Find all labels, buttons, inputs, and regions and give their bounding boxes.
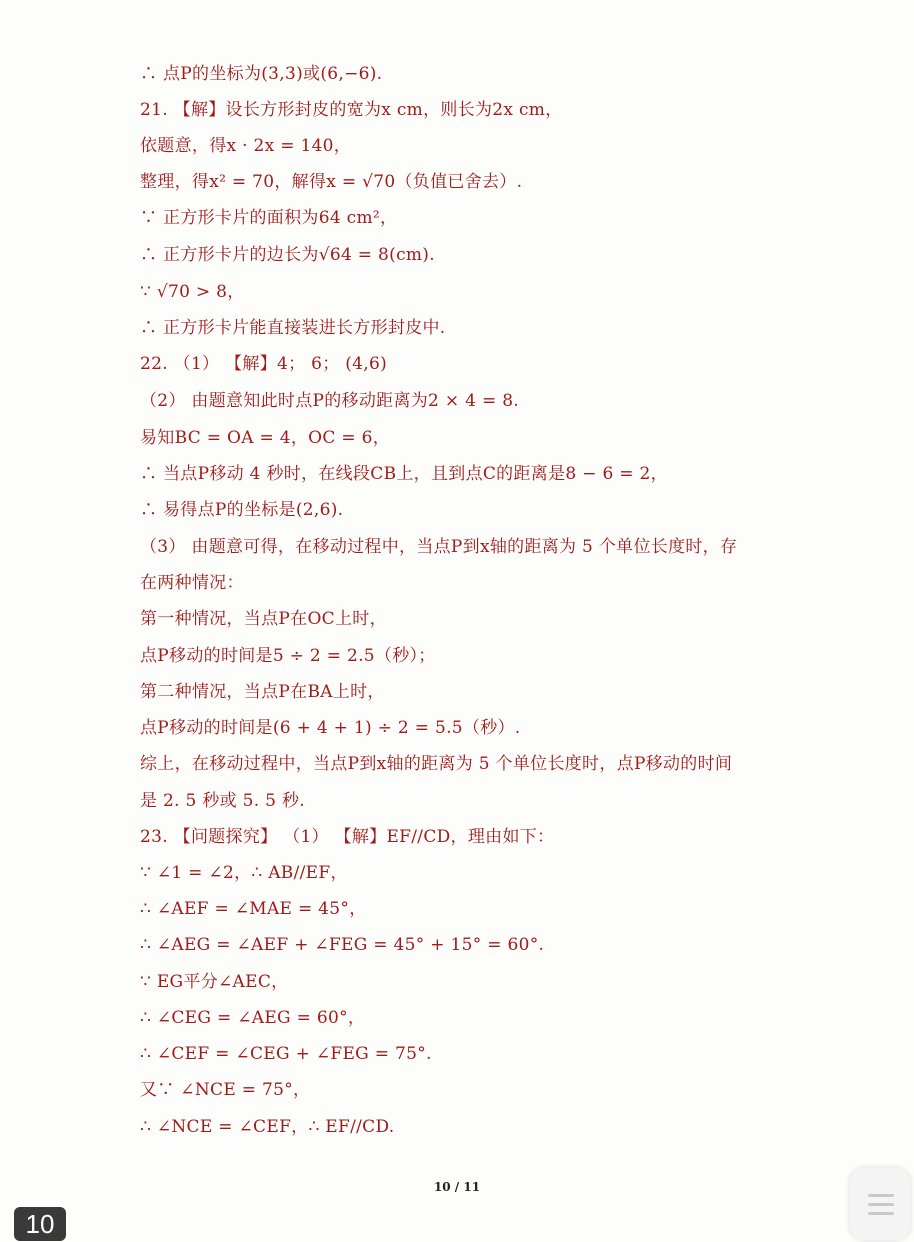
text-line: 第二种情况，当点P在BA上时， [140,682,385,702]
text-line: ∴ ∠CEG = ∠AEG = 60°， [140,1008,366,1028]
text-line: ∵ EG平分∠AEC， [140,972,289,992]
text-line: 又∵ ∠NCE = 75°， [140,1080,311,1100]
text-line: ∴ 点P的坐标为(3,3)或(6,−6). [140,64,383,84]
text-line: ∴ ∠AEF = ∠MAE = 45°， [140,899,367,919]
text-line: ∴ ∠AEG = ∠AEF + ∠FEG = 45° + 15° = 60°. [140,935,545,955]
text-line: 依题意，得x · 2x = 140， [140,136,352,156]
text-line: 在两种情况： [140,573,244,593]
text-line: ∴ 正方形卡片能直接装进长方形封皮中. [140,318,446,338]
text-line: ∵ ∠1 = ∠2，∴ AB//EF， [140,863,348,883]
text-line: 点P移动的时间是5 ÷ 2 = 2.5（秒）； [140,646,436,666]
text-line: 是 2. 5 秒或 5. 5 秒. [140,791,305,811]
text-line: 整理，得x² = 70，解得x = √70（负值已舍去）. [140,172,523,192]
text-line: ∴ ∠NCE = ∠CEF，∴ EF//CD. [140,1117,395,1137]
text-line: （3） 由题意可得，在移动过程中，当点P到x轴的距离为 5 个单位长度时，存 [140,537,738,557]
text-line: 综上，在移动过程中，当点P到x轴的距离为 5 个单位长度时，点P移动的时间 [140,754,733,774]
page-number: 10 / 11 [433,1180,481,1194]
menu-button[interactable] [850,1168,910,1240]
text-line: 点P移动的时间是(6 + 4 + 1) ÷ 2 = 5.5（秒）. [140,718,521,738]
text-line: ∴ ∠CEF = ∠CEG + ∠FEG = 75°. [140,1044,432,1064]
text-line: ∴ 当点P移动 4 秒时，在线段CB上，且到点C的距离是8 − 6 = 2， [140,464,668,484]
text-line: （2） 由题意知此时点P的移动距离为2 × 4 = 8. [140,391,520,411]
text-line: ∵ √70 > 8， [140,282,245,302]
text-line: 易知BC = OA = 4，OC = 6， [140,428,391,448]
text-line: 第一种情况，当点P在OC上时， [140,609,387,629]
text-line: ∵ 正方形卡片的面积为64 cm²， [140,208,398,228]
text-line: 23. 【问题探究】 （1） 【解】EF//CD，理由如下： [140,827,555,847]
text-line: ∴ 易得点P的坐标是(2,6). [140,500,344,520]
text-line: ∴ 正方形卡片的边长为√64 = 8(cm). [140,245,435,265]
text-line: 21. 【解】设长方形封皮的宽为x cm，则长为2x cm， [140,100,563,120]
text-line: 22. （1） 【解】4； 6； (4,6) [140,354,387,374]
page-indicator-badge[interactable]: 10 [14,1207,66,1241]
